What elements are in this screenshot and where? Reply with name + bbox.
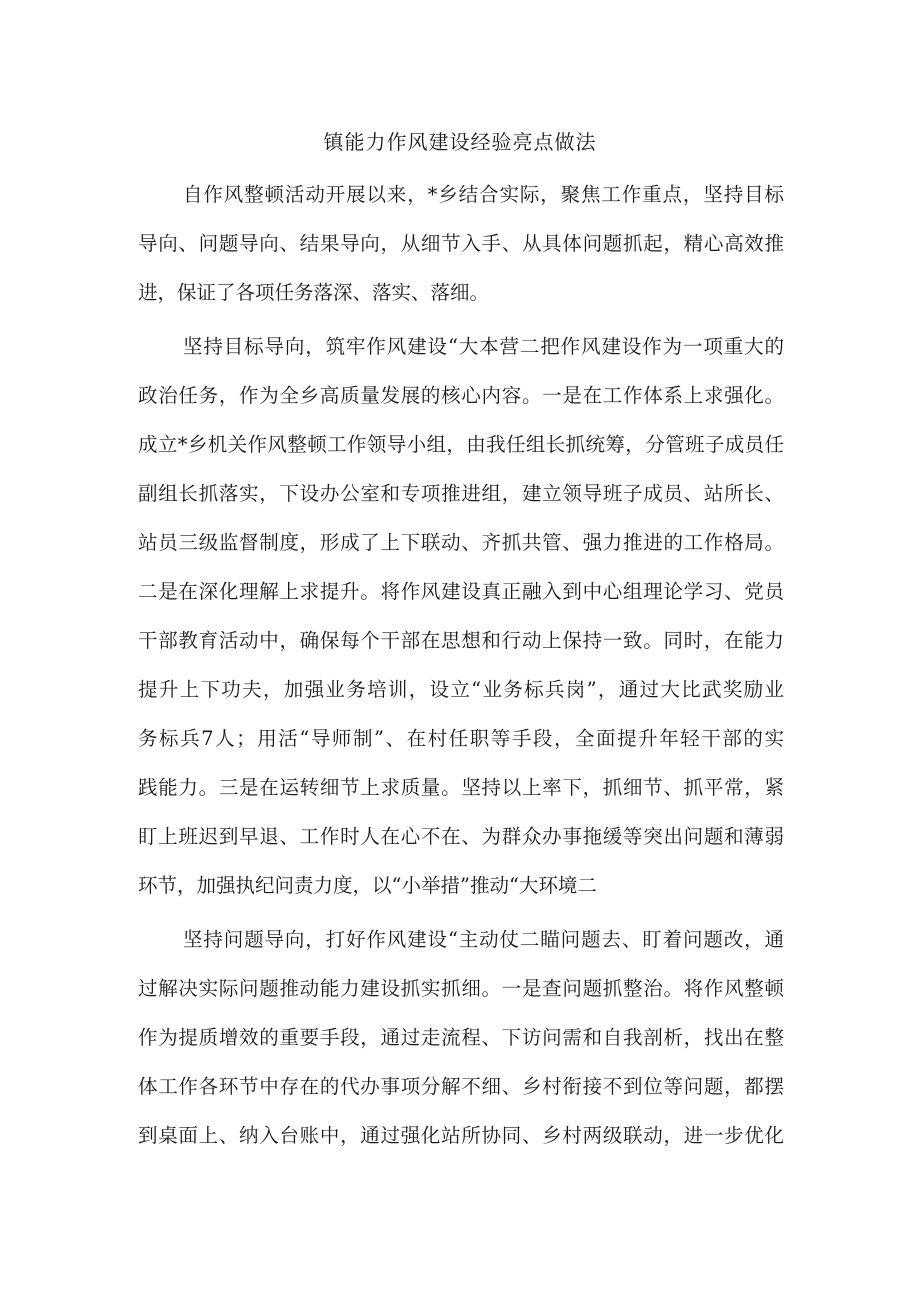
text-line: 作为提质增效的重要手段，通过走流程、下访问需和自我剖析，找出在整 [138,1026,784,1049]
text-line: 政治任务，作为全乡高质量发展的核心内容。一是在工作体系上求强化。 [138,384,784,407]
text-line: 成立*乡机关作风整顿工作领导小组，由我任组长抓统筹，分管班子成员任 [138,433,784,456]
text-line: 干部教育活动中，确保每个干部在思想和行动上保持一致。同时，在能力 [138,629,784,652]
text-line: 导向、问题导向、结果导向，从细节入手、从具体问题抓起，精心高效推 [138,232,784,255]
text-line: 践能力。三是在运转细节上求质量。坚持以上率下，抓细节、抓平常，紧 [138,776,784,799]
text-line: 坚持目标导向，筑牢作风建设“大本营二把作风建设作为一项重大的 [183,335,784,358]
text-line: 站员三级监督制度，形成了上下联动、齐抓共管、强力推进的工作格局。 [138,531,784,554]
text-line: 二是在深化理解上求提升。将作风建设真正融入到中心组理论学习、党员 [138,580,784,603]
text-line: 过解决实际问题推动能力建设抓实抓细。一是查问题抓整治。将作风整顿 [138,977,784,1000]
text-line: 到桌面上、纳入台账中，通过强化站所协同、乡村两级联动，进一步优化 [138,1124,784,1147]
text-line: 务标兵7人；用活“导师制”、在村任职等手段，全面提升年轻干部的实 [138,727,784,750]
text-line: 副组长抓落实，下设办公室和专项推进组，建立领导班子成员、站所长、 [138,482,784,505]
text-line: 提升上下功夫，加强业务培训，设立“业务标兵岗”，通过大比武奖励业 [138,678,784,701]
text-line: 坚持问题导向，打好作风建设“主动仗二瞄问题去、盯着问题改，通 [183,928,784,951]
text-line: 环节，加强执纪问责力度，以“小举措”推动“大环境二 [138,874,597,897]
document-title: 镇能力作风建设经验亮点做法 [323,130,597,154]
text-line: 体工作各环节中存在的代办事项分解不细、乡村衔接不到位等问题，都摆 [138,1075,784,1098]
text-line: 盯上班迟到早退、工作时人在心不在、为群众办事拖缓等突出问题和薄弱 [138,825,784,848]
text-line: 进，保证了各项任务落深、落实、落细。 [138,281,490,304]
text-line: 自作风整顿活动开展以来，*乡结合实际，聚焦工作重点，坚持目标 [183,183,784,206]
